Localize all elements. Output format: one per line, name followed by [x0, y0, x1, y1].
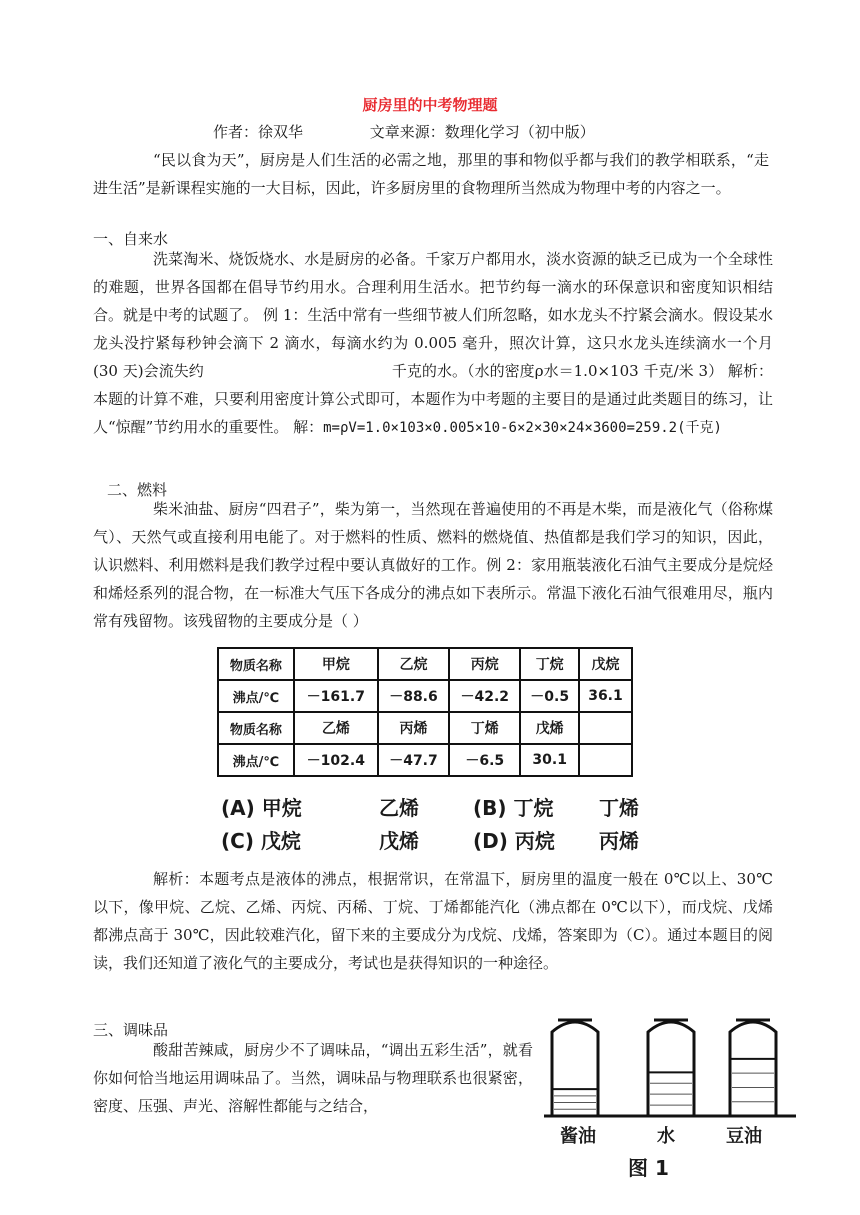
boiling-point-table [217, 647, 633, 777]
table-cell: －47.7 [378, 744, 449, 776]
section3-body: 酸甜苦辣咸，厨房少不了调味品，“调出五彩生活”，就看你如何恰当地运用调味品了。当然，调味品与物理联系也很紧密，密度、压强、声光、溶解性都能与之结合， [93, 1041, 533, 1115]
table-cell: －102.4 [294, 744, 378, 776]
table-cell: 36.1 [579, 680, 632, 712]
table-cell: 丙烷 [449, 648, 520, 680]
table-cell: 甲烷 [294, 648, 378, 680]
table-cell: －88.6 [378, 680, 449, 712]
article-title: 厨房里的中考物理题 [362, 96, 498, 114]
table-cell: 30.1 [520, 744, 579, 776]
option-a: (A) 甲烷 [221, 796, 302, 820]
section1-text-b: 克的水。（水的密度ρ水＝1.0×103 千克/米 3） 解析：本题的计算不难，只要利用密度计算公式即可，本题作为中考题的主要目的是通过此类题目的练习，让人“惊醒”节约用水的重要性。 解： [93, 362, 773, 436]
section1-text-a: 洗菜淘米、烧饭烧水、水是厨房的必备。千家万户都用水，淡水资源的缺乏已成为一个全球性的难题，世界各国都在倡导节约用水。合理利用生活水。把节约每一滴水的环保意识和密度知识相结合。就是中考的试题了。 例 1：生活中常有一些细节被人们所忽略，如水龙头不拧紧会滴水。假设某水龙头没拧紧每秒钟会滴下 2 滴水，每滴水约为 0.005 毫升，照次计算，这只水龙头连续滴水一个月(30 天)会流失约 [93, 250, 773, 380]
section2-analysis: 解析：本题考点是液体的沸点，根据常识，在常温下，厨房里的温度一般在 0℃以上、30℃以下，像甲烷、乙烷、乙烯、丙烷、丙稀、丁烷、丁烯都能汽化（沸点都在 0℃以下），而戊烷、戊烯都沸点高于 30℃，因此较难汽化，留下来的主要成分为戊烷、戊烯，答案即为（C）。通过本题目的阅读，我们还知道了液化气的主要成分，考试也是获得知识的一种途径。 [93, 870, 773, 972]
bottle-label-oil: 豆油 [726, 1126, 762, 1147]
table-cell: 戊烷 [579, 648, 632, 680]
intro-paragraph: “民以食为天”，厨房是人们生活的必需之地，那里的事和物似乎都与我们的教学相联系，“走进生活”是新课程实施的一大目标，因此，许多厨房里的食物理所当然成为物理中考的内容之一。 [93, 151, 769, 197]
option-d: (D) 丙烷 [473, 829, 555, 853]
section1-body [93, 245, 773, 442]
bottles-diagram [540, 1010, 800, 1140]
bottle-outline [648, 1022, 694, 1116]
table-cell: －161.7 [294, 680, 378, 712]
table-row [218, 744, 632, 776]
table-cell: 丁烯 [449, 712, 520, 744]
article-byline: 作者：徐双华 文章来源：数理化学习（初中版） [213, 123, 595, 141]
bottle-label-soy: 酱油 [560, 1126, 596, 1147]
table-cell [579, 744, 632, 776]
table-cell: －0.5 [520, 680, 579, 712]
table-cell: 沸点/℃ [218, 744, 294, 776]
table-cell: 乙烯 [294, 712, 378, 744]
table-cell: 丙烯 [378, 712, 449, 744]
table-row [218, 712, 632, 744]
table-cell: 沸点/℃ [218, 680, 294, 712]
option-b: (B) 丁烷 [473, 796, 554, 820]
option-a-second: 乙烯 [379, 796, 419, 820]
section2-heading: 二、燃料 [107, 481, 168, 499]
section3-heading: 三、调味品 [93, 1021, 169, 1039]
option-c: (C) 戊烷 [221, 829, 301, 853]
options-row-2 [221, 825, 651, 853]
figure-1 [540, 1010, 800, 1180]
table-cell: 戊烯 [520, 712, 579, 744]
table-cell: 丁烷 [520, 648, 579, 680]
bottles-group [552, 1020, 776, 1116]
option-d-second: 丙烯 [599, 829, 639, 853]
table-cell: 物质名称 [218, 648, 294, 680]
boiling-point-figure [213, 641, 645, 856]
table-cell: 乙烷 [378, 648, 449, 680]
option-c-second: 戊烯 [379, 829, 419, 853]
table-cell: －42.2 [449, 680, 520, 712]
formula: m=ρV=1.0×103×0.005×10-6×2×30×24×3600=259.2(千克) [323, 420, 722, 436]
bottle-outline [552, 1022, 598, 1116]
bottle-label-water: 水 [657, 1126, 675, 1147]
table-cell: －6.5 [449, 744, 520, 776]
table-cell: 物质名称 [218, 712, 294, 744]
table-cell [579, 712, 632, 744]
blank-unit: 千 [391, 362, 407, 380]
options-row-1 [221, 792, 651, 820]
table-row [218, 648, 632, 680]
section1-heading: 一、自来水 [93, 230, 169, 248]
option-b-second: 丁烯 [599, 796, 639, 820]
section2-body: 柴米油盐、厨房“四君子”，柴为第一，当然现在普遍使用的不再是木柴，而是液化气（俗称煤气）、天然气或直接利用电能了。对于燃料的性质、燃料的燃烧值、热值都是我们学习的知识，因此，认识燃料、利用燃料是我们教学过程中要认真做好的工作。例 2：家用瓶装液化石油气主要成分是烷烃和烯烃系列的混合物，在一标准大气压下各成分的沸点如下表所示。常温下液化石油气很难用尽，瓶内常有残留物。该残留物的主要成分是（ ） [93, 500, 773, 630]
table-row [218, 680, 632, 712]
figure-caption: 图 1 [628, 1156, 669, 1180]
